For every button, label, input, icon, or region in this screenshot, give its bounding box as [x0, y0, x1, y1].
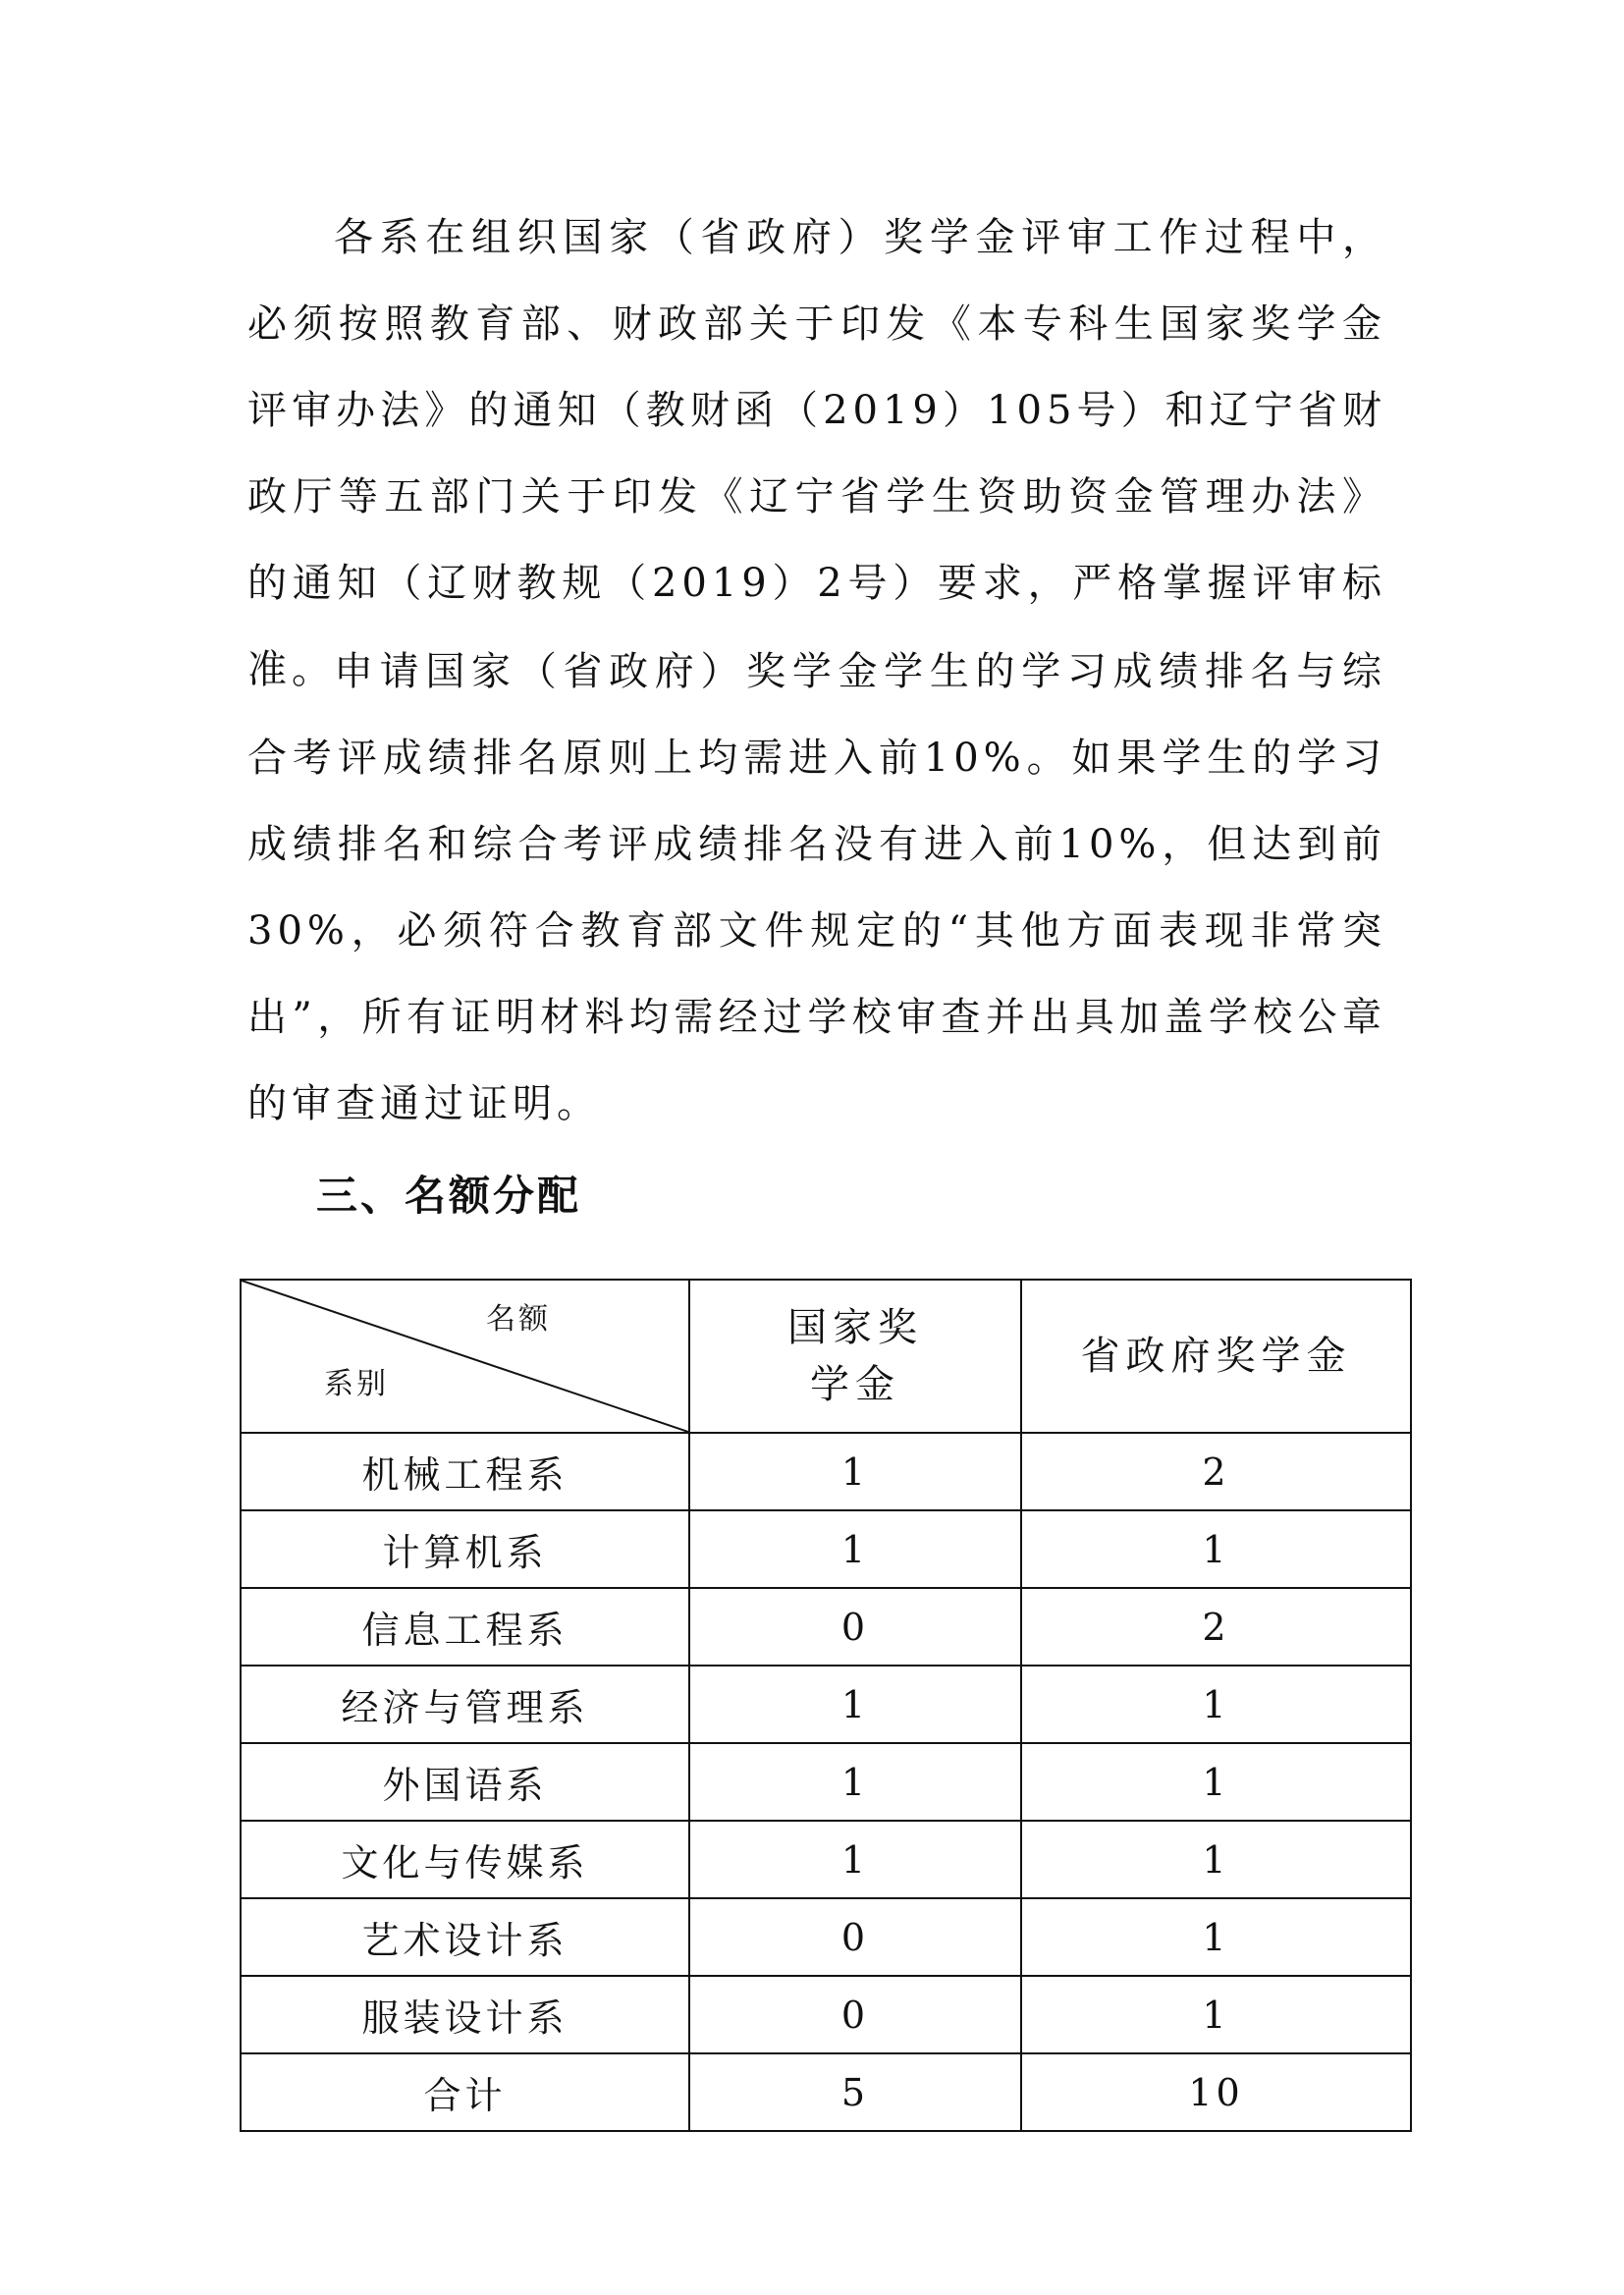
table-row — [241, 1588, 1411, 1666]
table-row — [241, 1433, 1411, 1510]
provincial-quota-cell: 1 — [1021, 1666, 1411, 1743]
column-header-national: 国家奖学金 — [689, 1280, 1021, 1433]
provincial-quota-cell: 1 — [1021, 1743, 1411, 1821]
table-row — [241, 1821, 1411, 1898]
national-quota-cell: 5 — [689, 2053, 1021, 2131]
department-cell: 计算机系 — [241, 1510, 689, 1588]
provincial-quota-cell: 1 — [1021, 1821, 1411, 1898]
department-cell: 机械工程系 — [241, 1433, 689, 1510]
national-quota-cell: 1 — [689, 1433, 1021, 1510]
quota-allocation-table — [240, 1279, 1412, 2132]
national-quota-cell: 0 — [689, 1898, 1021, 1976]
provincial-quota-cell: 10 — [1021, 2053, 1411, 2131]
table-row — [241, 2053, 1411, 2131]
table-row — [241, 1976, 1411, 2053]
table-row — [241, 1743, 1411, 1821]
department-cell: 信息工程系 — [241, 1588, 689, 1666]
corner-label-quota: 名额 — [486, 1302, 551, 1337]
diagonal-divider — [242, 1281, 688, 1432]
column-header-provincial: 省政府奖学金 — [1021, 1280, 1411, 1433]
provincial-quota-cell: 1 — [1021, 1898, 1411, 1976]
table-row — [241, 1666, 1411, 1743]
section-heading-quota-allocation: 三、名额分配 — [316, 1172, 582, 1220]
provincial-quota-cell: 1 — [1021, 1976, 1411, 2053]
provincial-quota-cell: 1 — [1021, 1510, 1411, 1588]
provincial-quota-cell: 2 — [1021, 1433, 1411, 1510]
provincial-quota-cell: 2 — [1021, 1588, 1411, 1666]
national-quota-cell: 1 — [689, 1743, 1021, 1821]
department-cell: 合计 — [241, 2053, 689, 2131]
national-quota-cell: 1 — [689, 1666, 1021, 1743]
department-cell: 文化与传媒系 — [241, 1821, 689, 1898]
table-body — [241, 1433, 1411, 2131]
paragraph-evaluation-requirements: 各系在组织国家（省政府）奖学金评审工作过程中，必须按照教育部、财政部关于印发《本专科生国家奖学金评审办法》的通知（教财函（2019）105号）和辽宁省财政厅等五部门关于印发《辽宁省学生资助资金管理办法》的通知（辽财教规（2019）2号）要求，严格掌握评审标准。 — [247, 215, 1386, 692]
table-row — [241, 1510, 1411, 1588]
department-cell: 艺术设计系 — [241, 1898, 689, 1976]
department-cell: 经济与管理系 — [241, 1666, 689, 1743]
department-cell: 外国语系 — [241, 1743, 689, 1821]
corner-label-department: 系别 — [324, 1367, 389, 1401]
table-corner-cell — [241, 1280, 689, 1433]
paragraph-ranking-criteria: 申请国家（省政府）奖学金学生的学习成绩排名与综合考评成绩排名原则上均需进入前10%。如果学生的学习成绩排名和综合考评成绩排名没有进入前10%，但达到前30%，必须符合教育部文件规定的“其他方面表现非常突出”，所有证明材料均需经过学校审查并出具加盖学校公章的审查通过证明。 — [247, 649, 1386, 1126]
table-header-row — [241, 1280, 1411, 1433]
national-quota-cell: 0 — [689, 1588, 1021, 1666]
national-quota-cell: 1 — [689, 1510, 1021, 1588]
department-cell: 服装设计系 — [241, 1976, 689, 2053]
table-row — [241, 1898, 1411, 1976]
national-quota-cell: 0 — [689, 1976, 1021, 2053]
national-quota-cell: 1 — [689, 1821, 1021, 1898]
